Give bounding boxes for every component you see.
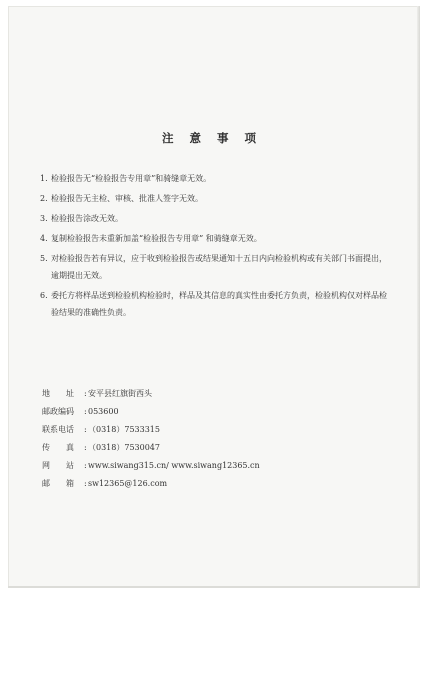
contact-postcode xyxy=(42,403,384,421)
contact-separator: : xyxy=(84,425,87,434)
contact-value: sw12365@126.com xyxy=(88,479,168,488)
note-text: 对检验报告若有异议，应于收到检验报告或结果通知十五日内向检验机构或有关部门书面提出，逾期提出无效。 xyxy=(51,254,387,280)
contact-label: 传 真 xyxy=(42,443,74,452)
note-number: 2. xyxy=(40,194,48,203)
contact-fax xyxy=(42,439,384,457)
contact-separator: : xyxy=(84,461,87,470)
contact-value: www.siwang315.cn/ www.siwang12365.cn xyxy=(88,461,260,470)
note-number: 1. xyxy=(40,174,48,183)
contact-label: 邮政编码 xyxy=(42,407,74,416)
notes-list xyxy=(40,170,388,324)
contact-info xyxy=(42,385,384,493)
note-item xyxy=(40,170,388,187)
note-number: 3. xyxy=(40,214,48,223)
note-item xyxy=(40,210,388,227)
note-number: 5. xyxy=(40,254,48,263)
note-text: 复制检验报告未重新加盖“检验报告专用章” 和骑缝章无效。 xyxy=(51,234,262,243)
note-text: 检验报告涂改无效。 xyxy=(51,214,123,223)
note-text: 检验报告无主检、审核、批准人签字无效。 xyxy=(51,194,203,203)
contact-website xyxy=(42,457,384,475)
contact-value: （0318）7533315 xyxy=(88,425,160,434)
contact-phone xyxy=(42,421,384,439)
contact-separator: : xyxy=(84,407,87,416)
contact-separator: : xyxy=(84,389,87,398)
note-item xyxy=(40,287,388,321)
page-title: 注 意 事 项 xyxy=(161,131,262,145)
contact-label: 联系电话 xyxy=(42,425,74,434)
note-item xyxy=(40,230,388,247)
note-number: 6. xyxy=(40,291,48,300)
contact-value: 安平县红旗街西头 xyxy=(88,389,152,398)
contact-label: 网 站 xyxy=(42,461,74,470)
note-text: 委托方将样品送到检验机构检验时，样品及其信息的真实性由委托方负责，检验机构仅对样品检验结果的准确性负责。 xyxy=(51,291,387,317)
note-text: 检验报告无“检验报告专用章”和骑缝章无效。 xyxy=(51,174,212,183)
contact-label: 地 址 xyxy=(42,389,74,398)
scan-edge-right xyxy=(417,6,420,588)
contact-separator: : xyxy=(84,479,87,488)
contact-email xyxy=(42,475,384,493)
note-item xyxy=(40,190,388,207)
contact-value: 053600 xyxy=(88,407,119,416)
contact-address xyxy=(42,385,384,403)
note-number: 4. xyxy=(40,234,48,243)
scan-edge-bottom xyxy=(8,586,420,588)
contact-label: 邮 箱 xyxy=(42,479,74,488)
contact-separator: : xyxy=(84,443,87,452)
contact-value: （0318）7530047 xyxy=(88,443,160,452)
note-item xyxy=(40,250,388,284)
